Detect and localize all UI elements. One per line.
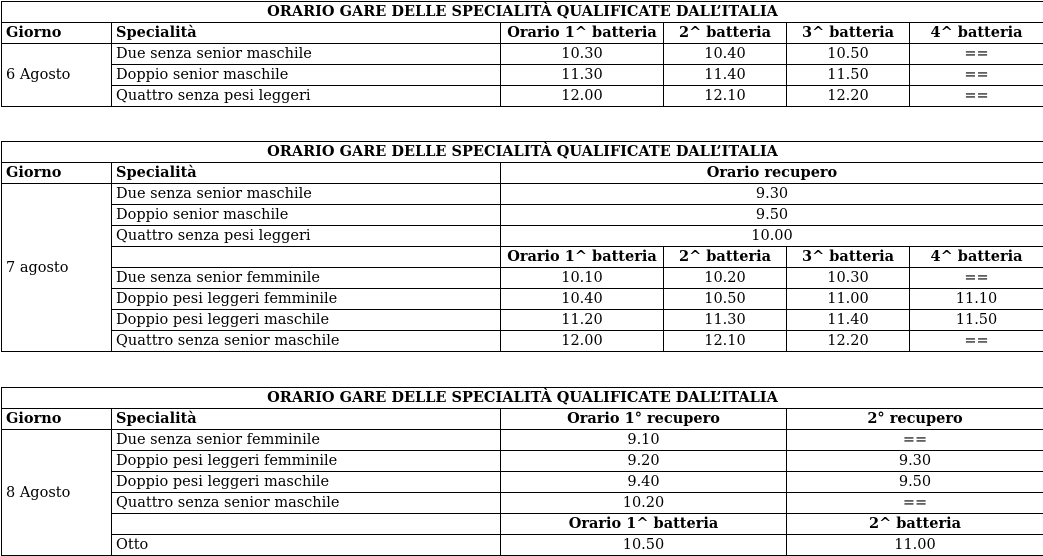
table-row	[2, 184, 1043, 205]
time-cell: 9.30	[501, 184, 1043, 205]
header-batteria-3: 3^ batteria	[787, 23, 910, 44]
specialty-cell: Doppio pesi leggeri maschile	[112, 472, 501, 493]
time-cell: 10.40	[501, 289, 664, 310]
specialty-cell: Doppio pesi leggeri femminile	[112, 289, 501, 310]
header-giorno: Giorno	[2, 409, 112, 430]
time-cell: 9.20	[501, 451, 787, 472]
time-cell: 10.20	[664, 268, 787, 289]
schedule-table-7-agosto	[1, 141, 1043, 352]
table-row	[2, 331, 1043, 352]
day-cell: 7 agosto	[2, 184, 112, 352]
header-batteria-2: 2^ batteria	[787, 514, 1043, 535]
schedule-table-8-agosto	[1, 387, 1043, 556]
header-recupero-2: 2° recupero	[787, 409, 1043, 430]
table-row	[2, 44, 1043, 65]
header-specialita: Specialità	[112, 409, 501, 430]
specialty-cell: Doppio pesi leggeri maschile	[112, 310, 501, 331]
header-batteria-2: 2^ batteria	[664, 247, 787, 268]
time-cell: ==	[910, 331, 1043, 352]
specialty-cell: Due senza senior maschile	[112, 184, 501, 205]
table-row	[2, 535, 1043, 556]
table-row	[2, 289, 1043, 310]
specialty-cell: Quattro senza senior maschile	[112, 493, 501, 514]
specialty-cell: Quattro senza senior maschile	[112, 331, 501, 352]
time-cell: 11.50	[910, 310, 1043, 331]
time-cell: 11.00	[787, 289, 910, 310]
time-cell: 12.10	[664, 331, 787, 352]
header-batteria-1: Orario 1^ batteria	[501, 23, 664, 44]
time-cell: 10.20	[501, 493, 787, 514]
time-cell: ==	[787, 493, 1043, 514]
header-batteria-4: 4^ batteria	[910, 23, 1043, 44]
empty-cell	[112, 247, 501, 268]
table-row	[2, 472, 1043, 493]
time-cell: ==	[787, 430, 1043, 451]
time-cell: 9.40	[501, 472, 787, 493]
day-cell: 8 Agosto	[2, 430, 112, 556]
time-cell: 10.10	[501, 268, 664, 289]
time-cell: 12.10	[664, 86, 787, 107]
time-cell: 10.50	[664, 289, 787, 310]
table-title: ORARIO GARE DELLE SPECIALITÀ QUALIFICATE DALL’ITALIA	[2, 388, 1043, 409]
time-cell: ==	[910, 268, 1043, 289]
time-cell: 11.30	[664, 310, 787, 331]
table-row	[2, 86, 1043, 107]
time-cell: 11.50	[787, 65, 910, 86]
time-cell: 11.20	[501, 310, 664, 331]
specialty-cell: Due senza senior femminile	[112, 430, 501, 451]
specialty-cell: Due senza senior femminile	[112, 268, 501, 289]
time-cell: 10.00	[501, 226, 1043, 247]
time-cell: 10.50	[501, 535, 787, 556]
header-row	[2, 409, 1043, 430]
specialty-cell: Doppio pesi leggeri femminile	[112, 451, 501, 472]
header-batteria-3: 3^ batteria	[787, 247, 910, 268]
table-row	[2, 268, 1043, 289]
time-cell: 10.30	[501, 44, 664, 65]
header-giorno: Giorno	[2, 23, 112, 44]
table-title: ORARIO GARE DELLE SPECIALITÀ QUALIFICATE DALL’ITALIA	[2, 2, 1043, 23]
table-row	[2, 310, 1043, 331]
time-cell: 11.30	[501, 65, 664, 86]
specialty-cell: Doppio senior maschile	[112, 205, 501, 226]
table-title: ORARIO GARE DELLE SPECIALITÀ QUALIFICATE DALL’ITALIA	[2, 142, 1043, 163]
header-batteria-1: Orario 1^ batteria	[501, 247, 664, 268]
time-cell: 12.20	[787, 331, 910, 352]
table-row	[2, 226, 1043, 247]
header-recupero-1: Orario 1° recupero	[501, 409, 787, 430]
time-cell: 10.40	[664, 44, 787, 65]
subheader-row	[2, 514, 1043, 535]
time-cell: ==	[910, 65, 1043, 86]
table-row	[2, 65, 1043, 86]
header-specialita: Specialità	[112, 163, 501, 184]
specialty-cell: Due senza senior maschile	[112, 44, 501, 65]
table-row	[2, 205, 1043, 226]
table-row	[2, 493, 1043, 514]
time-cell: 12.00	[501, 331, 664, 352]
time-cell: 9.30	[787, 451, 1043, 472]
header-row	[2, 163, 1043, 184]
time-cell: ==	[910, 44, 1043, 65]
time-cell: 12.20	[787, 86, 910, 107]
header-batteria-1: Orario 1^ batteria	[501, 514, 787, 535]
header-recupero: Orario recupero	[501, 163, 1043, 184]
specialty-cell: Quattro senza pesi leggeri	[112, 86, 501, 107]
header-batteria-4: 4^ batteria	[910, 247, 1043, 268]
specialty-cell: Otto	[112, 535, 501, 556]
time-cell: 11.40	[787, 310, 910, 331]
specialty-cell: Quattro senza pesi leggeri	[112, 226, 501, 247]
time-cell: 11.40	[664, 65, 787, 86]
empty-cell	[112, 514, 501, 535]
time-cell: 9.10	[501, 430, 787, 451]
time-cell: 10.50	[787, 44, 910, 65]
time-cell: 9.50	[787, 472, 1043, 493]
header-row	[2, 23, 1043, 44]
table-row	[2, 430, 1043, 451]
header-specialita: Specialità	[112, 23, 501, 44]
time-cell: 12.00	[501, 86, 664, 107]
specialty-cell: Doppio senior maschile	[112, 65, 501, 86]
header-batteria-2: 2^ batteria	[664, 23, 787, 44]
time-cell: 11.10	[910, 289, 1043, 310]
time-cell: 11.00	[787, 535, 1043, 556]
schedule-table-6-agosto	[1, 1, 1043, 107]
time-cell: ==	[910, 86, 1043, 107]
table-row	[2, 451, 1043, 472]
subheader-row	[2, 247, 1043, 268]
time-cell: 9.50	[501, 205, 1043, 226]
header-giorno: Giorno	[2, 163, 112, 184]
time-cell: 10.30	[787, 268, 910, 289]
day-cell: 6 Agosto	[2, 44, 112, 107]
